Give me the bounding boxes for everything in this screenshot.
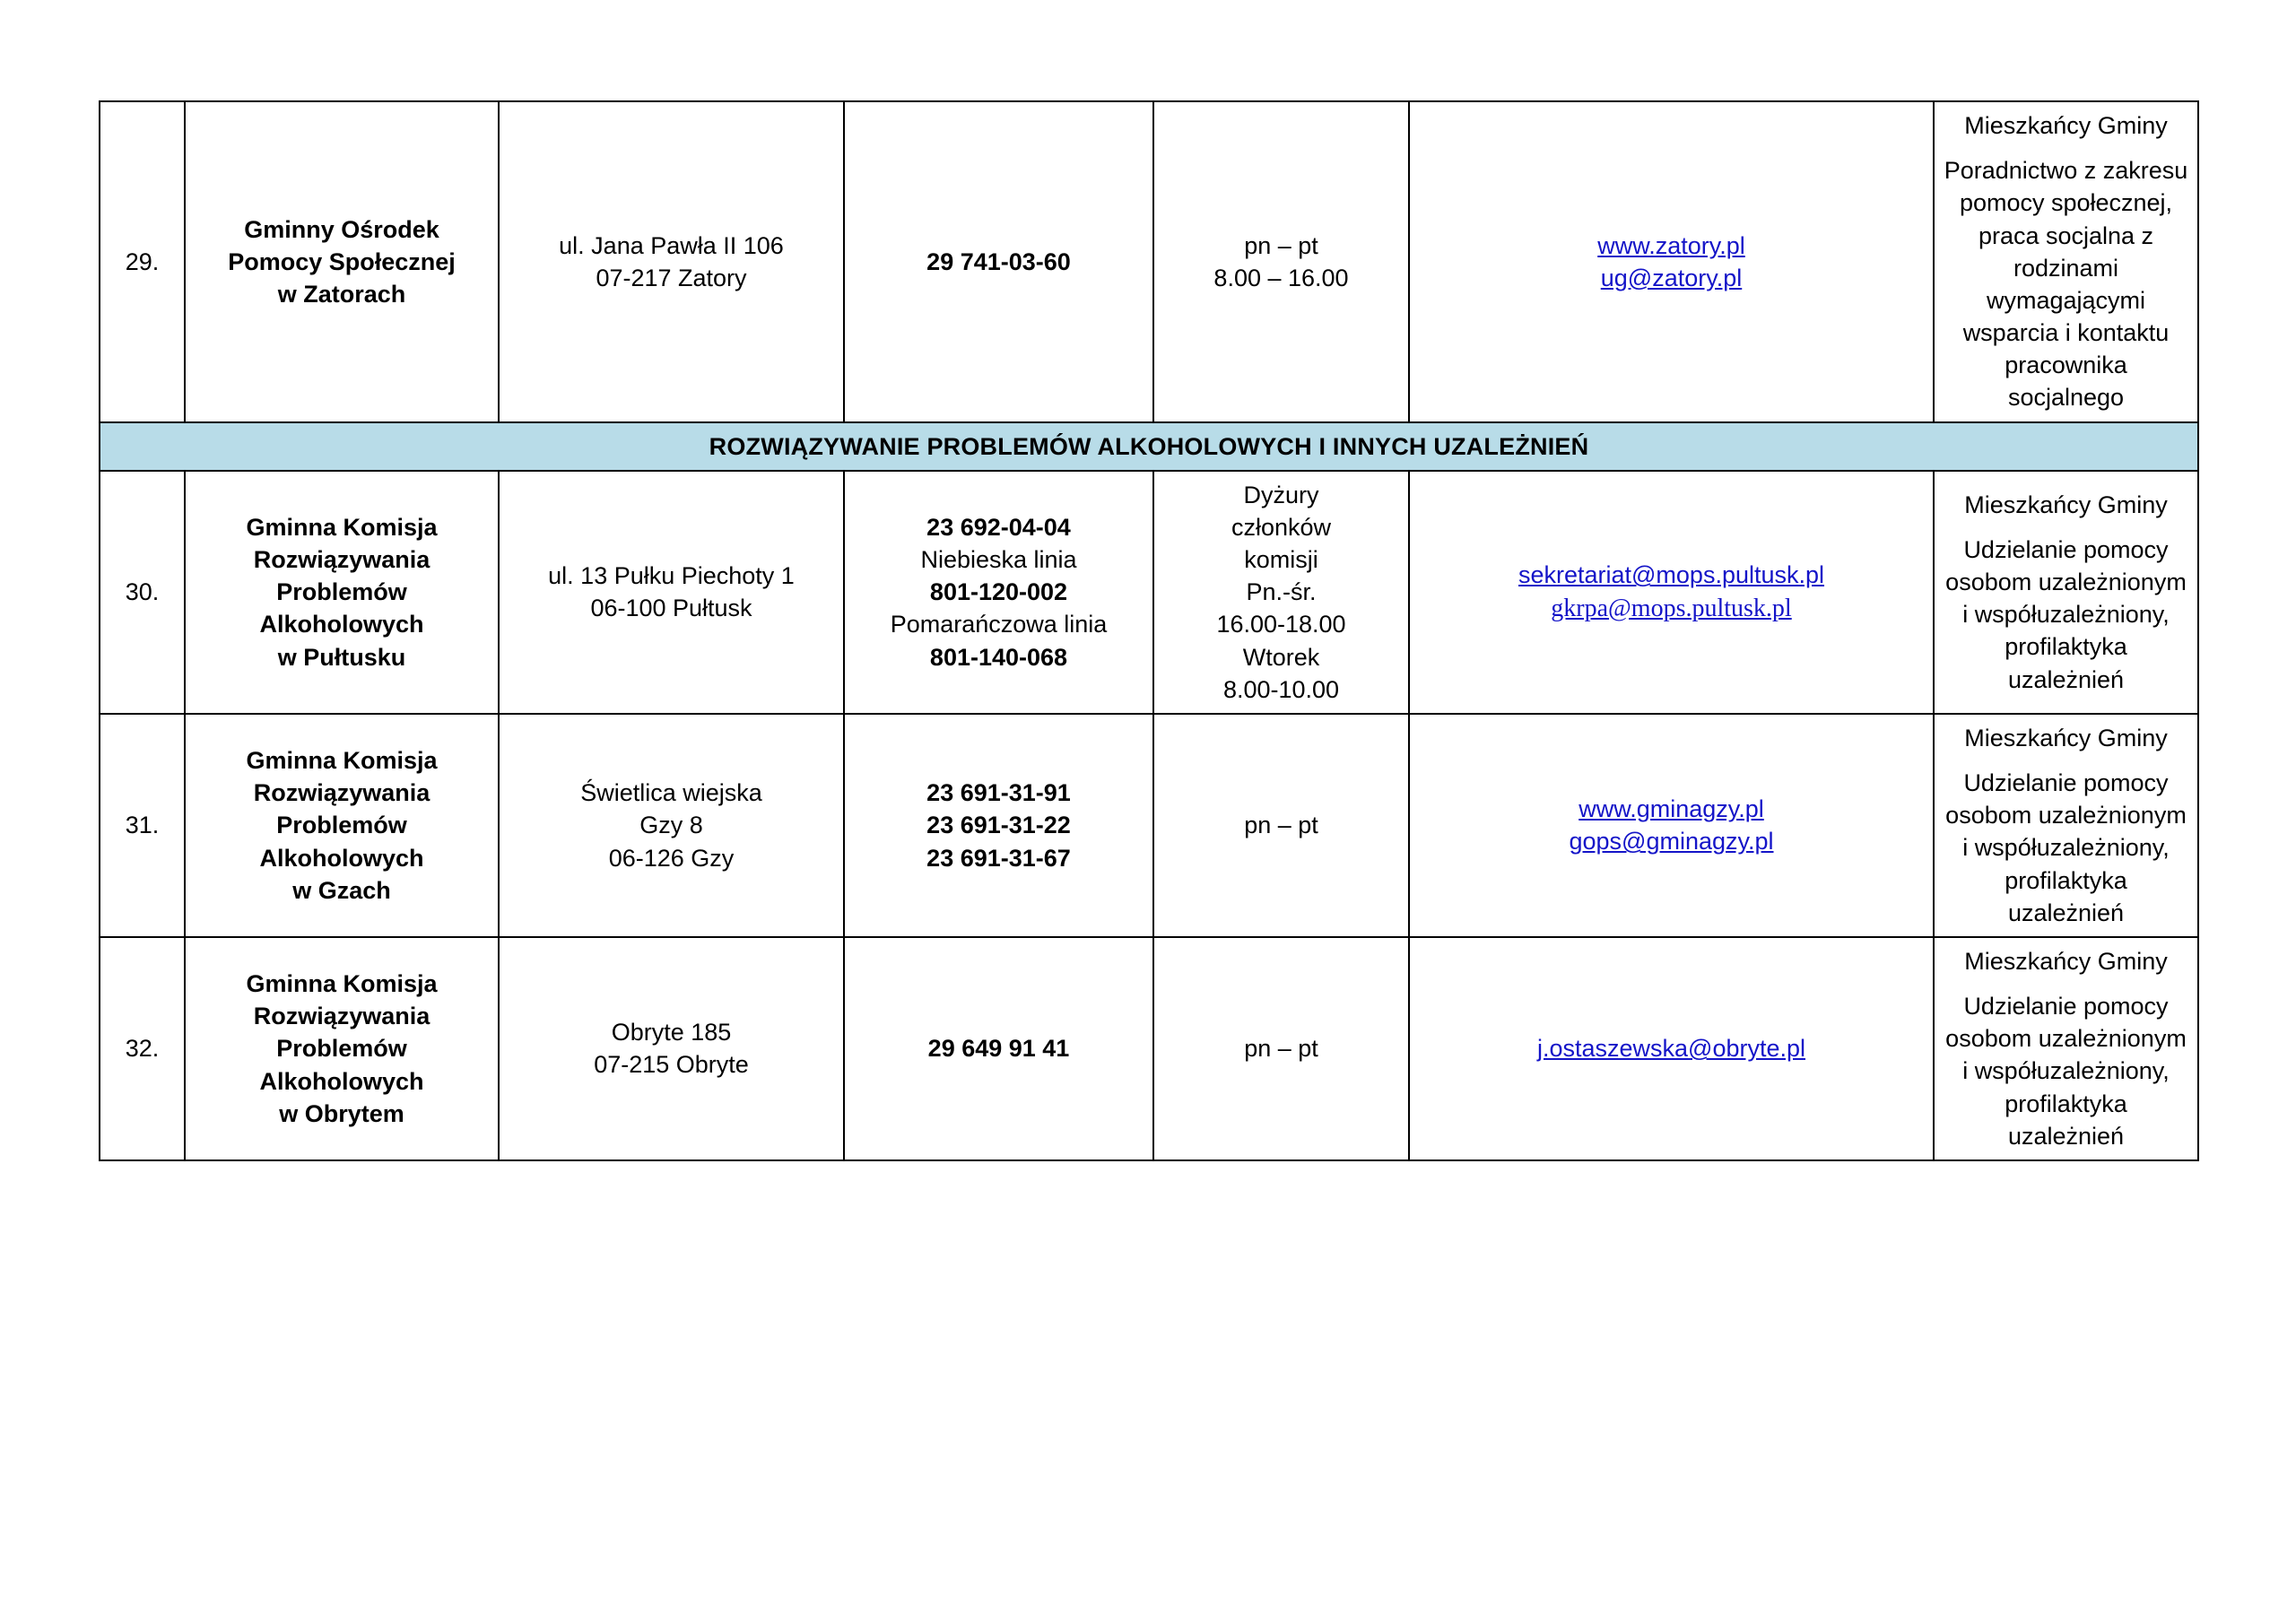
website-link[interactable]: www.zatory.pl: [1597, 231, 1745, 259]
contact-table: [99, 100, 2199, 1161]
institution-name: Gminna Komisja Rozwiązywania Problemów Alkoholowych w Obrytem: [185, 937, 499, 1160]
row-number: 32.: [100, 937, 185, 1160]
institution-hours: pn – pt: [1153, 937, 1409, 1160]
scope-description: Udzielanie pomocy osobom uzależnionym i współuzależniony, profilaktyka uzależnień: [1945, 535, 2187, 693]
institution-address: ul. Jana Pawła II 106 07-217 Zatory: [499, 101, 844, 422]
institution-scope: [1934, 101, 2198, 422]
institution-phone: 23 692-04-04 Niebieska linia 801-120-002 Pomarańczowa linia 801-140-068: [844, 471, 1153, 714]
institution-address: Obryte 185 07-215 Obryte: [499, 937, 844, 1160]
institution-phone: 29 741-03-60: [844, 101, 1153, 422]
email-link[interactable]: sekretariat@mops.pultusk.pl: [1518, 561, 1825, 589]
institution-name: Gminna Komisja Rozwiązywania Problemów Alkoholowych w Gzach: [185, 714, 499, 937]
scope-audience: Mieszkańcy Gminy: [1964, 724, 2168, 751]
institution-scope: [1934, 471, 2198, 714]
section-header-row: [100, 422, 2198, 471]
email-link[interactable]: ug@zatory.pl: [1600, 264, 1743, 291]
institution-contact-links: [1409, 714, 1934, 937]
table-row: [100, 101, 2198, 422]
institution-phone: 23 691-31-91 23 691-31-22 23 691-31-67: [844, 714, 1153, 937]
institution-address: ul. 13 Pułku Piechoty 1 06-100 Pułtusk: [499, 471, 844, 714]
table-row: [100, 714, 2198, 937]
table-row: [100, 471, 2198, 714]
institution-contact-links: [1409, 471, 1934, 714]
row-number: 31.: [100, 714, 185, 937]
email-link[interactable]: gops@gminagzy.pl: [1569, 828, 1774, 855]
email-link[interactable]: gkrpa@mops.pultusk.pl: [1551, 594, 1792, 622]
institution-scope: [1934, 714, 2198, 937]
scope-description: Udzielanie pomocy osobom uzależnionym i współuzależniony, profilaktyka uzależnień: [1945, 993, 2187, 1150]
phone-line-label: Niebieska linia: [920, 546, 1077, 574]
scope-audience: Mieszkańcy Gminy: [1964, 947, 2168, 975]
email-link[interactable]: j.ostaszewska@obryte.pl: [1536, 1035, 1806, 1063]
row-number: 30.: [100, 471, 185, 714]
institution-address: Świetlica wiejska Gzy 8 06-126 Gzy: [499, 714, 844, 937]
institution-hours: pn – pt 8.00 – 16.00: [1153, 101, 1409, 422]
institution-contact-links: [1409, 101, 1934, 422]
institution-phone: 29 649 91 41: [844, 937, 1153, 1160]
phone-line-label: Pomarańczowa linia: [890, 611, 1108, 638]
website-link[interactable]: www.gminagzy.pl: [1578, 795, 1764, 823]
institution-hours: pn – pt: [1153, 714, 1409, 937]
table-row: [100, 937, 2198, 1160]
scope-description: Udzielanie pomocy osobom uzależnionym i współuzależniony, profilaktyka uzależnień: [1945, 769, 2187, 926]
row-number: 29.: [100, 101, 185, 422]
institution-contact-links: [1409, 937, 1934, 1160]
institution-name: Gminny Ośrodek Pomocy Społecznej w Zatorach: [185, 101, 499, 422]
scope-audience: Mieszkańcy Gminy: [1964, 491, 2168, 518]
scope-description: Poradnictwo z zakresu pomocy społecznej, praca socjalna z rodzinami wymagającymi wsparcia i kontaktu pracownika socjalnego: [1944, 157, 2188, 412]
institution-scope: [1934, 937, 2198, 1160]
institution-name: Gminna Komisja Rozwiązywania Problemów Alkoholowych w Pułtusku: [185, 471, 499, 714]
section-header-label: ROZWIĄZYWANIE PROBLEMÓW ALKOHOLOWYCH I INNYCH UZALEŻNIEŃ: [100, 422, 2198, 471]
scope-audience: Mieszkańcy Gminy: [1964, 112, 2168, 139]
institution-hours: Dyżury członków komisji Pn.-śr. 16.00-18.00 Wtorek 8.00-10.00: [1153, 471, 1409, 714]
